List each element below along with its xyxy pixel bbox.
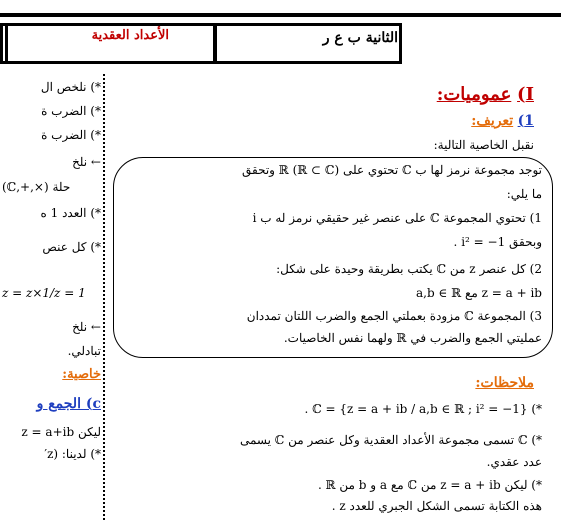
subsection-number: 1) xyxy=(517,113,534,129)
left-line-5: (ℂ,+,×) حلة xyxy=(2,180,71,194)
left-line-9: ← نلخ xyxy=(72,320,101,334)
definition-item-2a: 2) كل عنصر z من ℂ يكتب بطريقة وحيدة على شكل: xyxy=(276,262,542,276)
definition-item-1a: 1) تحتوي المجموعة ℂ على عنصر غير حقيقي نرمز له ب i xyxy=(252,211,542,225)
intro-text: نقبل الخاصية التالية: xyxy=(433,138,534,152)
definition-item-2b: z = a + ib مع a,b ∈ ℝ xyxy=(416,286,542,300)
remark-2b: عدد عقدي. xyxy=(486,455,542,469)
left-line-13: ليكن z = a+ib xyxy=(21,425,101,439)
remarks-title: ملاحظات: xyxy=(475,375,534,391)
left-subsection-c: c) الجمع و xyxy=(36,396,101,412)
left-line-7: *) كل عنص xyxy=(42,240,101,254)
subsection-title: تعريف: xyxy=(471,113,514,129)
remark-4: هذه الكتابة تسمى الشكل الجبري للعدد z . xyxy=(331,499,542,513)
left-line-10: تبادلي. xyxy=(67,344,101,358)
remark-2a: *) ℂ تسمى مجموعة الأعداد العقدية وكل عنصر من ℂ يسمى xyxy=(239,433,542,447)
remark-1: *) ℂ = {z = a + ib / a,b ∈ ℝ ; i² = −1} . xyxy=(304,402,542,416)
section-title: عموميات: xyxy=(436,84,512,105)
subsection-heading xyxy=(471,113,534,129)
header-left-divider xyxy=(5,23,8,64)
top-rule xyxy=(0,13,561,17)
definition-item-3b: عمليتي الجمع والضرب في ℝ ولهما نفس الخاصيات. xyxy=(283,331,542,345)
definition-line-1: توجد مجموعة نرمز لها ب ℂ تحتوي على ℝ (ℝ ⊂ ℂ) وتحقق xyxy=(242,163,542,177)
definition-box xyxy=(113,157,553,358)
left-line-1: *) نلخص ال xyxy=(40,80,101,94)
definition-line-2: ما يلي: xyxy=(506,187,542,201)
class-label: الثانية ب ع ر xyxy=(322,30,398,46)
remark-3: *) ليكن z = a + ib من ℂ مع a و b من ℝ . xyxy=(317,478,542,492)
left-line-6: *) العدد 1 ه xyxy=(40,206,101,220)
left-property-title: خاصية: xyxy=(62,367,101,382)
definition-item-1b: وبحقق i² = −1 . xyxy=(453,235,542,249)
left-line-3: *) الضرب ة xyxy=(41,128,101,142)
left-line-14: *) لدينا: (z′ xyxy=(44,447,101,461)
column-divider xyxy=(103,74,105,520)
lesson-title: الأعداد العقدية xyxy=(91,28,169,43)
left-line-8: z = z×1/z = 1 xyxy=(2,286,86,300)
section-heading xyxy=(437,84,534,105)
header-divider xyxy=(213,23,217,64)
left-line-2: *) الضرب ة xyxy=(41,104,101,118)
definition-item-3a: 3) المجموعة ℂ مزودة بعملتي الجمع والضرب اللتان تمددان xyxy=(246,309,542,323)
section-number: I) xyxy=(517,84,534,105)
left-line-4: ← نلخ xyxy=(72,155,101,169)
